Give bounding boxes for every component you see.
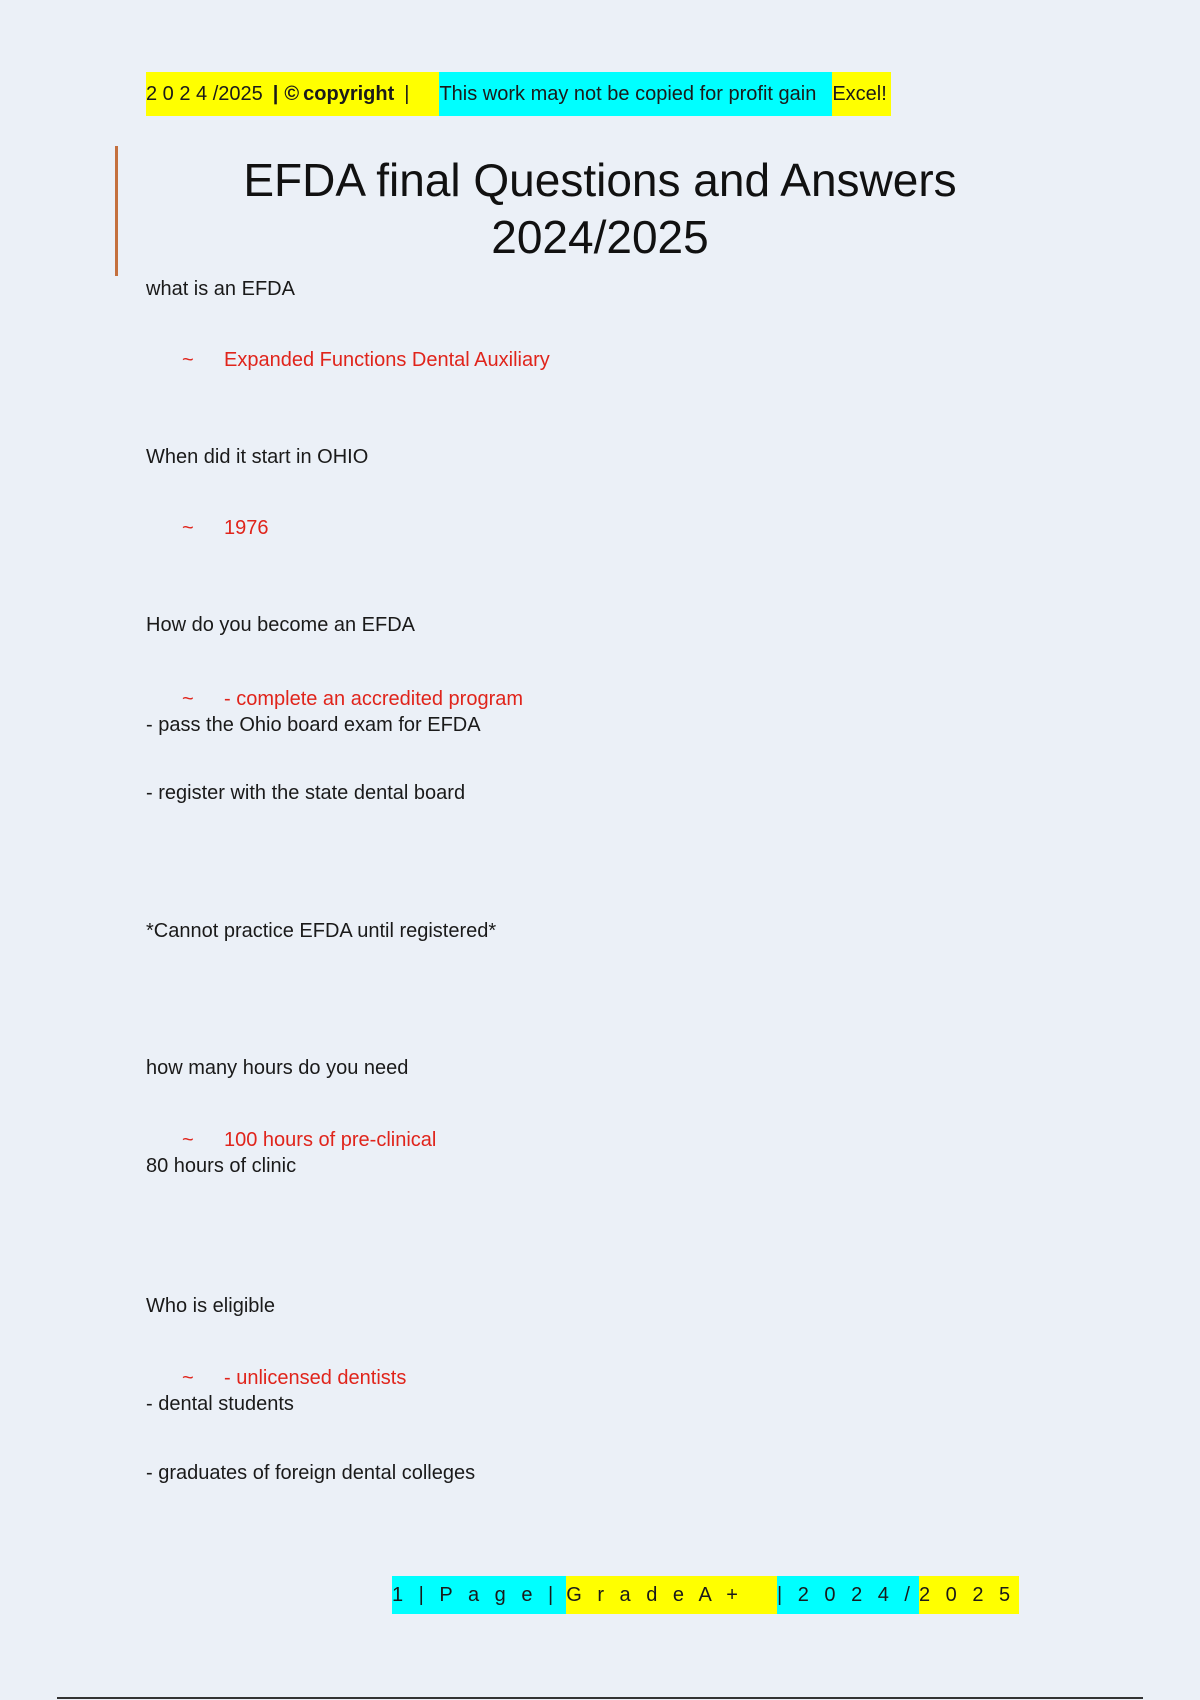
excel-label: Excel! — [832, 82, 887, 105]
page-footer — [392, 1576, 1019, 1614]
header-excel-segment — [832, 72, 890, 116]
answer-3-detail-2: - register with the state dental board — [146, 782, 466, 804]
answer-2 — [182, 517, 269, 540]
answer-marker: ~ — [182, 349, 194, 371]
question-1: what is an EFDA — [146, 278, 295, 300]
answer-5 — [182, 1367, 406, 1390]
header-year-segment — [146, 72, 439, 116]
footer-page-number: 1 | P a g e | — [392, 1576, 566, 1614]
header-separator-2: | — [404, 82, 410, 105]
copyright-header — [146, 72, 891, 116]
answer-marker: ~ — [182, 688, 194, 710]
answer-marker: ~ — [182, 1129, 194, 1151]
answer-5-detail-1: - dental students — [146, 1393, 294, 1415]
question-4: how many hours do you need — [146, 1057, 409, 1079]
header-year: 2 0 2 4 /2025 — [146, 82, 263, 105]
answer-2-text: 1976 — [224, 517, 269, 539]
answer-4-detail-1: 80 hours of clinic — [146, 1155, 297, 1177]
answer-marker: ~ — [182, 1367, 194, 1389]
answer-1-text: Expanded Functions Dental Auxiliary — [224, 349, 550, 371]
answer-3-text: - complete an accredited program — [224, 688, 524, 710]
copy-notice: This work may not be copied for profit gain — [439, 82, 817, 105]
header-separator: | — [272, 82, 279, 105]
answer-3 — [182, 688, 523, 711]
bottom-divider — [57, 1697, 1143, 1699]
answer-1 — [182, 349, 550, 372]
footer-year-start: | 2 0 2 4 / — [777, 1576, 919, 1614]
answer-4 — [182, 1129, 436, 1152]
header-notice-segment — [439, 72, 832, 116]
answer-4-text: 100 hours of pre-clinical — [224, 1129, 437, 1151]
answer-3-detail-1: - pass the Ohio board exam for EFDA — [146, 714, 481, 736]
copyright-word: copyright — [303, 82, 395, 105]
answer-5-detail-2: - graduates of foreign dental colleges — [146, 1462, 476, 1484]
title-line-1: EFDA final Questions and Answers — [243, 154, 957, 206]
title-line-2: 2024/2025 — [491, 211, 709, 263]
footer-year-end: 2 0 2 5 — [919, 1576, 1019, 1614]
footer-grade: G r a d e A + — [566, 1576, 777, 1614]
question-5: Who is eligible — [146, 1295, 275, 1317]
answer-5-text: - unlicensed dentists — [224, 1367, 407, 1389]
page-title — [160, 152, 1040, 266]
question-2: When did it start in OHIO — [146, 446, 369, 468]
answer-3-note: *Cannot practice EFDA until registered* — [146, 920, 497, 942]
answer-marker: ~ — [182, 517, 194, 539]
question-3: How do you become an EFDA — [146, 614, 416, 636]
copyright-symbol: © — [284, 82, 300, 105]
title-accent-rule — [115, 146, 118, 276]
